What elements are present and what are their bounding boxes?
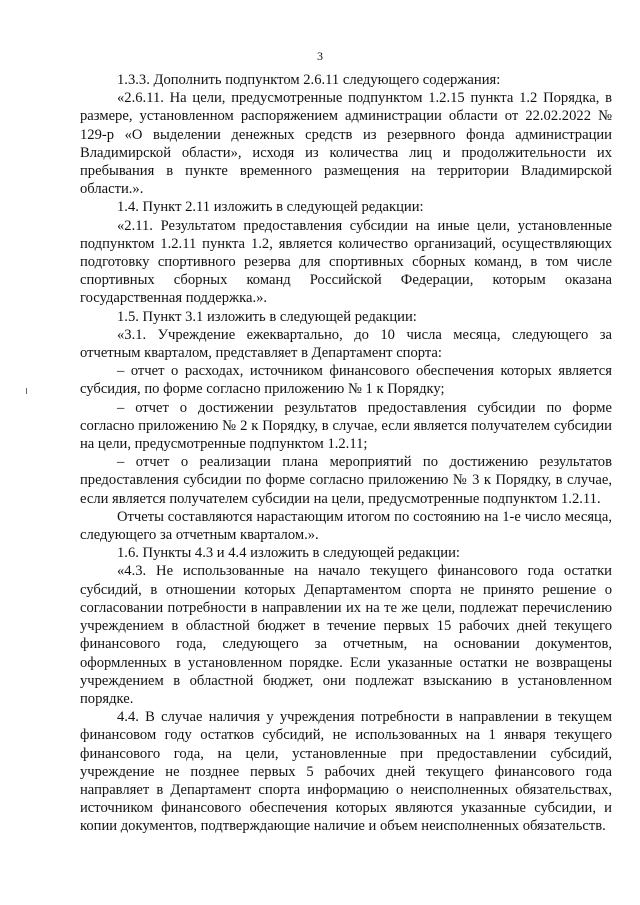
paragraph-1-6: 1.6. Пункты 4.3 и 4.4 изложить в следующей редакции:: [117, 545, 460, 562]
paragraph-4-3: «4.3. Не использованные на начало текущего финансового года остатки субсидий, в отношении которых Департаментом спорта не принято решение о согласовании потребности в направлении их на те же цели, подлежат перечислению учреждением в областной бюджет в течение первых 15 рабочих дней текущего финансового года, следующего за отчетным, на основании документов, оформленных в установленном порядке. Если указанные остатки не возвращены учреждением в областной бюджет, они подлежат взысканию в установленном порядке.: [80, 563, 612, 707]
paragraph-1-5: 1.5. Пункт 3.1 изложить в следующей редакции:: [117, 308, 417, 325]
paragraph-1-4: 1.4. Пункт 2.11 изложить в следующей редакции:: [117, 199, 424, 216]
page-number: 3: [317, 49, 323, 63]
document-body: [80, 71, 612, 836]
paragraph-4-4: 4.4. В случае наличия у учреждения потребности в направлении в текущем финансовом году остатков субсидий, не использованных на 1 января текущего финансового года, на цели, установленные при предоставлении субсидий, учреждение не позднее первых 5 рабочих дней текущего финансового года направляет в Департамент спорта информацию о неисполненных обязательствах, источником финансового обеспечения которых являются указанные субсидии, и копии документов, подтверждающие наличие и объем неисполненных обязательств.: [80, 709, 612, 835]
paragraph-reports-cumulative: Отчеты составляются нарастающим итогом по состоянию на 1-е число месяца, следующего за отчетным кварталом.».: [80, 508, 612, 544]
paragraph-1-3-3: 1.3.3. Дополнить подпунктом 2.6.11 следующего содержания:: [117, 72, 501, 88]
paragraph-2-6-11: «2.6.11. На цели, предусмотренные подпунктом 1.2.15 пункта 1.2 Порядка, в размере, установленном распоряжением администрации области от 22.02.2022 № 129-р «О выделении денежных средств из резервного фонда администрации Владимирской области», исходя из количества лиц и продолжительности их пребывания в пункте временного размещения на территории Владимирской области.».: [80, 90, 612, 198]
paragraph-2-11: «2.11. Результатом предоставления субсидии на иные цели, установленные подпунктом 1.2.11 пункта 1.2, является количество организаций, осуществляющих подготовку спортивного резерва для спортивных сборных команд, в том числе спортивных сборных команд Российской Федерации, которым оказана государственная поддержка.».: [80, 217, 612, 307]
scan-mark: [26, 388, 27, 394]
list-item-report-expenses: – отчет о расходах, источником финансового обеспечения которых является субсидия, по форме согласно приложению № 1 к Порядку;: [80, 363, 612, 398]
list-item-report-results: – отчет о достижении результатов предоставления субсидии по форме согласно приложению № 2 к Порядку, в случае, если является получателем субсидии на цели, предусмотренные подпунктом 1.2.11;: [80, 399, 612, 453]
paragraph-3-1: «3.1. Учреждение ежеквартально, до 10 числа месяца, следующего за отчетным кварталом, представляет в Департамент спорта:: [80, 326, 612, 362]
list-item-report-plan: – отчет о реализации плана мероприятий по достижению результатов предоставления субсидии по форме согласно приложению № 3 к Порядку, в случае, если является получателем субсидии на цели, предусмотренные подпунктом 1.2.11.: [80, 454, 612, 507]
